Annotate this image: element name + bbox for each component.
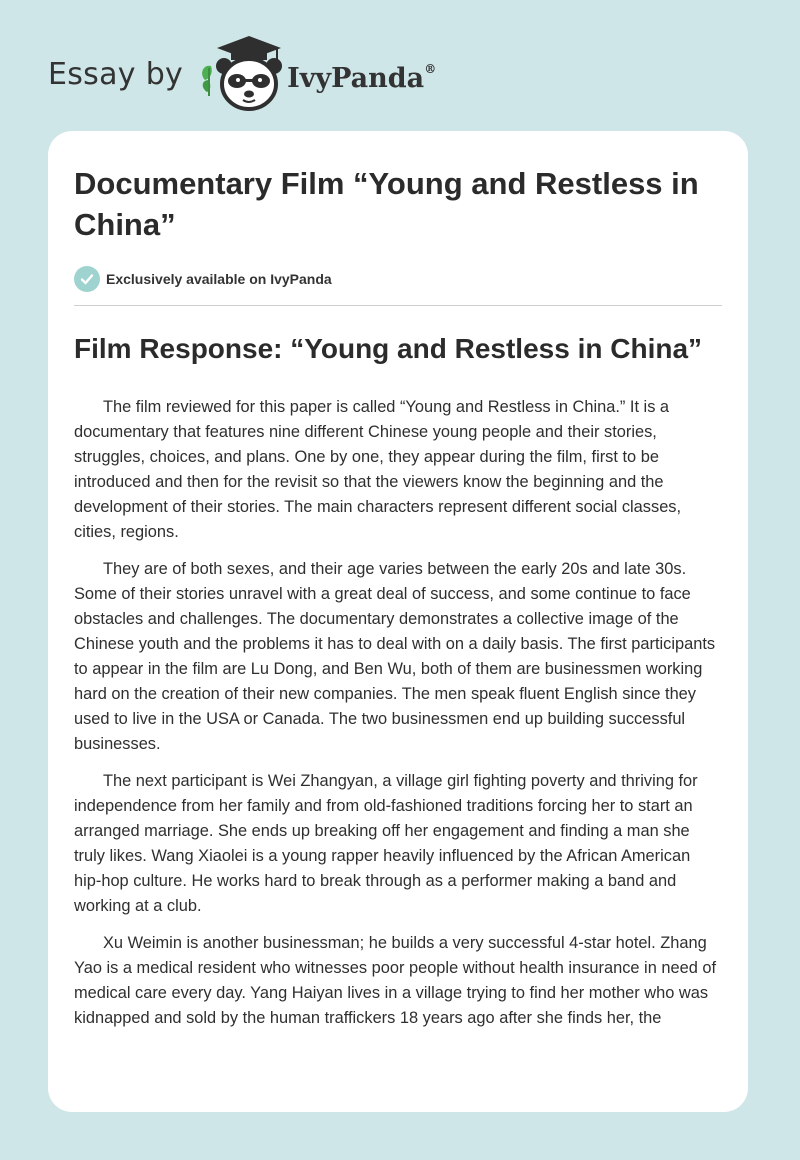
panda-logo-icon[interactable] <box>197 34 285 114</box>
badge-label: Exclusively available on IvyPanda <box>106 271 332 287</box>
check-circle-icon <box>74 266 100 292</box>
brand-name[interactable]: IvyPanda® <box>287 61 437 94</box>
divider <box>74 305 722 306</box>
essay-card <box>48 131 748 1112</box>
paragraph: The film reviewed for this paper is called “Young and Restless in China.” It is a documentary that features nine different Chinese young people and their stories, struggles, choices, and plans. One by one, they appear during the film, first to be introduced and then for the revisit so that the viewers know the beginning and the development of their stories. The main characters represent different social classes, cities, regions. <box>74 398 682 541</box>
paragraph: Xu Weimin is another businessman; he builds a very successful 4-star hotel. Zhang Yao is a medical resident who witnesses poor people without health insurance in need of medical care every day. Yang Haiyan lives in a village trying to find her mother who was kidnapped and sold by the human traffickers 18 years ago after she finds her, the <box>74 934 717 1027</box>
registered-mark: ® <box>424 61 437 76</box>
document-title: Documentary Film “Young and Restless in China” <box>74 166 699 242</box>
site-header <box>48 34 436 114</box>
essay-by-label: Essay by <box>48 56 184 92</box>
paragraph: They are of both sexes, and their age varies between the early 20s and late 30s. Some of their stories unravel with a great deal of success, and some continue to face obstacles and challenges. The documentary demonstrates a collective image of the Chinese youth and the problems it has to deal with on a daily basis. The first participants to appear in the film are Lu Dong, and Ben Wu, both of them are businessmen working hard on the creation of their new companies. The men speak fluent English since they used to live in the USA or Canada. The two businessmen end up building successful businesses. <box>74 560 716 753</box>
essay-body <box>74 395 722 1031</box>
section-title: Film Response: “Young and Restless in China” <box>74 333 703 364</box>
exclusive-badge <box>74 265 722 293</box>
paragraph: The next participant is Wei Zhangyan, a village girl fighting poverty and thriving for independence from her family and from old-fashioned traditions forcing her to start an arranged marriage. She ends up breaking off her engagement and finding a man she truly likes. Wang Xiaolei is a young rapper heavily influenced by the African American hip-hop culture. He works hard to break through as a performer making a band and working at a club. <box>74 772 698 915</box>
